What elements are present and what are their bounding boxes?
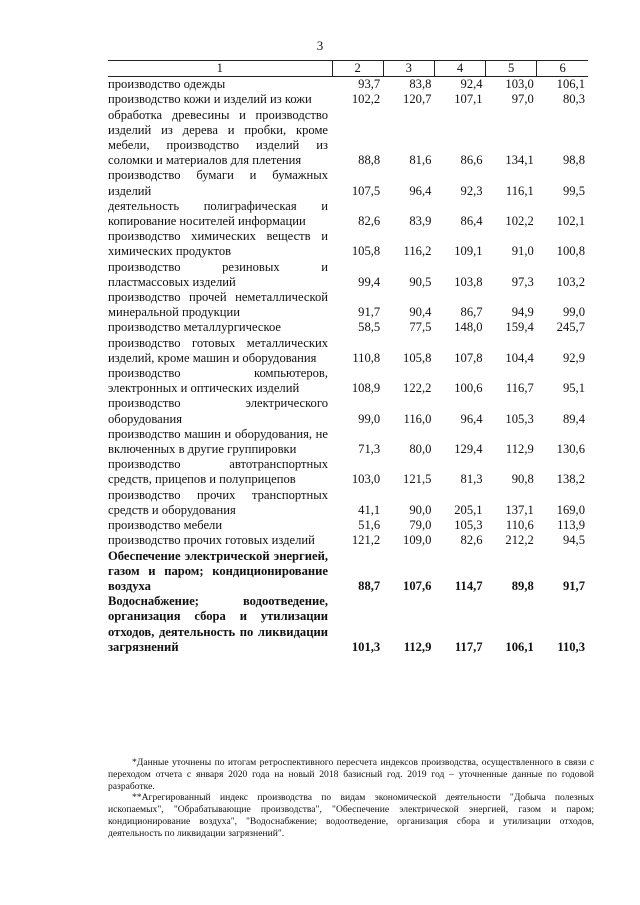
row-value: 107,6: [403, 578, 432, 593]
row-label: производство прочих готовых изделий: [108, 533, 315, 548]
row-value: 110,3: [557, 639, 585, 654]
row-value: 245,7: [556, 320, 585, 335]
row-value: 86,4: [460, 214, 483, 229]
row-value: 112,9: [505, 442, 534, 457]
row-value: 86,6: [460, 153, 483, 168]
row-value: 105,8: [403, 350, 432, 365]
row-value: 137,1: [505, 502, 534, 517]
row-value: 92,4: [460, 77, 483, 92]
row-value: 134,1: [505, 153, 534, 168]
table-row: [108, 427, 588, 457]
row-value: 148,0: [454, 320, 483, 335]
row-value: 130,6: [556, 442, 585, 457]
row-label: Водоснабжение; водоотведение, организация сбора и утилизации отходов, деятельность по ликвидации загрязнений: [108, 594, 329, 654]
row-label: производство одежды: [108, 77, 226, 92]
row-value: 102,2: [505, 214, 534, 229]
row-value: 86,7: [460, 305, 483, 320]
row-value: 71,3: [358, 442, 381, 457]
row-value: 88,8: [358, 153, 381, 168]
row-value: 116,7: [505, 381, 534, 396]
column-header: 5: [486, 61, 537, 77]
row-value: 91,7: [358, 305, 381, 320]
row-value: 41,1: [358, 502, 381, 517]
row-value: 97,3: [511, 274, 534, 289]
footnote: *Данные уточнены по итогам ретроспективного пересчета индексов производства, осуществленного в связи с переходом отчета с января 2020 года на новый 2018 базисный год. 2019 год – уточненные данные по годовой разработке.: [108, 757, 594, 792]
row-value: 96,4: [460, 411, 483, 426]
row-label: производство прочих транспортных средств и оборудования: [108, 487, 329, 517]
table-header-row: [108, 61, 588, 77]
row-value: 106,1: [505, 639, 534, 654]
row-value: 113,9: [557, 518, 585, 533]
row-value: 90,8: [511, 472, 534, 487]
row-value: 120,7: [403, 92, 432, 107]
row-value: 91,7: [562, 578, 585, 593]
row-value: 103,0: [505, 77, 534, 92]
row-value: 103,2: [556, 274, 585, 289]
row-value: 90,0: [409, 502, 432, 517]
row-label: производство бумаги и бумажных изделий: [108, 168, 329, 198]
row-value: 79,0: [409, 518, 432, 533]
row-value: 82,6: [460, 533, 483, 548]
table-row: [108, 396, 588, 426]
row-label: производство кожи и изделий из кожи: [108, 92, 312, 107]
table-row: [108, 594, 588, 655]
row-value: 80,3: [562, 92, 585, 107]
row-value: 109,1: [454, 244, 483, 259]
row-value: 82,6: [358, 214, 381, 229]
row-value: 83,9: [409, 214, 432, 229]
row-value: 108,9: [351, 381, 381, 396]
row-value: 90,5: [409, 274, 432, 289]
row-value: 96,4: [409, 183, 432, 198]
row-label: производство резиновых и пластмассовых изделий: [108, 259, 329, 289]
row-value: 129,4: [454, 442, 483, 457]
row-value: 212,2: [505, 533, 534, 548]
row-value: 98,8: [562, 153, 585, 168]
table-row: [108, 108, 588, 169]
column-header: 1: [108, 61, 332, 77]
index-table: [108, 60, 588, 655]
table-row: [108, 199, 588, 229]
table-row: [108, 336, 588, 366]
table-row: [108, 229, 588, 259]
row-value: 105,8: [351, 244, 381, 259]
row-value: 116,0: [403, 411, 432, 426]
row-value: 102,2: [351, 92, 381, 107]
row-label: производство металлургическое: [108, 320, 281, 335]
row-value: 51,6: [358, 518, 381, 533]
row-value: 94,5: [562, 533, 585, 548]
row-label: производство прочей неметаллической минеральной продукции: [108, 290, 329, 320]
row-value: 100,8: [556, 244, 585, 259]
row-value: 92,9: [562, 350, 585, 365]
row-value: 100,6: [454, 381, 483, 396]
row-value: 116,2: [403, 244, 432, 259]
row-value: 116,1: [505, 183, 534, 198]
row-value: 109,0: [403, 533, 432, 548]
row-value: 89,4: [562, 411, 585, 426]
table-row: [108, 92, 588, 107]
row-value: 205,1: [454, 502, 483, 517]
row-value: 58,5: [358, 320, 381, 335]
row-label: Обеспечение электрической энергией, газом и паром; кондиционирование воздуха: [108, 548, 329, 593]
row-value: 88,7: [358, 578, 381, 593]
row-label: обработка древесины и производство изделий из дерева и пробки, кроме мебели, производство изделий из соломки и материалов для плетения: [108, 107, 329, 168]
row-value: 101,3: [351, 639, 381, 654]
row-value: 83,8: [409, 77, 432, 92]
table-row: [108, 549, 588, 595]
row-value: 107,8: [454, 350, 483, 365]
table-row: [108, 77, 588, 93]
table-row: [108, 260, 588, 290]
row-value: 110,8: [352, 350, 381, 365]
row-value: 121,2: [351, 533, 381, 548]
row-value: 95,1: [562, 381, 585, 396]
table-row: [108, 533, 588, 548]
page-number: 3: [316, 38, 324, 53]
table-body: [108, 77, 588, 655]
row-value: 99,5: [562, 183, 585, 198]
row-value: 89,8: [511, 578, 534, 593]
column-header: 2: [332, 61, 383, 77]
row-value: 99,0: [562, 305, 585, 320]
row-value: 110,6: [505, 518, 534, 533]
row-value: 107,5: [351, 183, 381, 198]
row-label: производство машин и оборудования, не включенных в другие группировки: [108, 426, 329, 457]
row-label: деятельность полиграфическая и копирование носителей информации: [108, 198, 329, 229]
row-value: 103,8: [454, 274, 483, 289]
row-value: 138,2: [556, 472, 585, 487]
row-value: 93,7: [358, 77, 381, 92]
row-value: 107,1: [454, 92, 483, 107]
row-label: производство автотранспортных средств, прицепов и полуприцепов: [108, 457, 329, 487]
table-row: [108, 457, 588, 487]
table-row: [108, 518, 588, 533]
row-value: 81,6: [409, 153, 432, 168]
table-row: [108, 168, 588, 198]
footnote: **Агрегированный индекс производства по видам экономической деятельности "Добыча полезных ископаемых", "Обрабатывающие производства", "Обеспечение электрической энергией, газом и паром; кондиционирование воздуха", "Водоснабжение; водоотведение, организация сбора и утилизации отходов, деятельность по ликвидации загрязнений".: [108, 792, 594, 839]
row-value: 114,7: [454, 578, 483, 593]
table-row: [108, 488, 588, 518]
row-value: 105,3: [454, 518, 483, 533]
row-value: 169,0: [556, 502, 585, 517]
row-value: 81,3: [460, 472, 483, 487]
row-value: 122,2: [403, 381, 432, 396]
row-label: производство электрического оборудования: [108, 396, 329, 426]
row-label: производство компьютеров, электронных и оптических изделий: [108, 366, 329, 396]
row-label: производство химических веществ и химических продуктов: [108, 229, 329, 259]
row-value: 90,4: [409, 305, 432, 320]
row-value: 105,3: [505, 411, 534, 426]
row-label: производство готовых металлических изделий, кроме машин и оборудования: [108, 335, 329, 365]
row-label: производство мебели: [108, 518, 223, 533]
row-value: 80,0: [409, 442, 432, 457]
row-value: 112,9: [403, 639, 432, 654]
row-value: 121,5: [403, 472, 432, 487]
table-row: [108, 290, 588, 320]
row-value: 117,7: [454, 639, 483, 654]
row-value: 92,3: [460, 183, 483, 198]
row-value: 97,0: [511, 92, 534, 107]
row-value: 159,4: [505, 320, 534, 335]
column-header: 4: [434, 61, 485, 77]
column-header: 3: [383, 61, 434, 77]
table-row: [108, 320, 588, 335]
row-value: 91,0: [511, 244, 534, 259]
column-header: 6: [537, 61, 588, 77]
row-value: 94,9: [511, 305, 534, 320]
table-row: [108, 366, 588, 396]
row-value: 102,1: [556, 214, 585, 229]
row-value: 106,1: [556, 77, 585, 92]
row-value: 103,0: [351, 472, 381, 487]
row-value: 77,5: [409, 320, 432, 335]
row-value: 99,0: [358, 411, 381, 426]
row-value: 99,4: [358, 274, 381, 289]
footnotes: [108, 757, 594, 840]
row-value: 104,4: [505, 350, 534, 365]
